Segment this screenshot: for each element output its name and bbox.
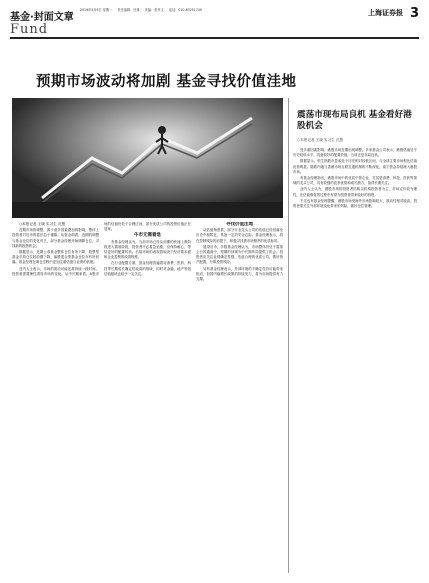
main-byline: ○本报记者 王晓 实习生 沈慧: [19, 222, 66, 226]
main-paragraph: 业内人士表示，市场的波动可能还将持续一段时间，投资者需要理性看待市场的变化。从中长期来看，A股市场的估值仍处于合理区间，部分优质公司的投资价值正在显现。: [12, 222, 191, 276]
page-header: [10, 6, 419, 36]
section-title: 基金·封面文章: [10, 12, 74, 23]
main-subhead: 寻找价值洼地: [226, 222, 253, 227]
side-paragraph: 受多重因素影响，港股市场近期出现调整。多家基金公司表示，港股估值处于历史较低水平，具备较好的配置价值，当前正是布局良机。: [293, 148, 417, 158]
issue-designer: 美编：张孝文: [144, 8, 164, 12]
header-rule: [10, 37, 419, 39]
main-paragraph: 从估值角度看，部分行业龙头公司的估值已经回落至历史中枢附近，具备一定的安全边际。基金经理表示，将在控制风险的前提下，积极寻找被市场错杀的优质标的。: [196, 228, 283, 243]
main-paragraph: 展望后市，多数基金经理认为，市场整体仍处于震荡上行的通道中，短期的回调为中长期布局提供了机会。投资者应关注业绩确定性强、估值合理的优质公司，做好资产配置，分散投资风险。: [196, 244, 283, 265]
side-paragraph: 不过也有基金经理提醒，港股市场受海外市场影响较大，波动性相对较高，投资者需关注外部环境变化带来的风险，做好仓位管理。: [293, 198, 417, 209]
side-paragraph: 数据显示，恒生指数市盈率处于历史相对较低区间，与全球主要市场相比估值优势明显。随着内地与香港市场互联互通机制的不断深化，南下资金持续流入港股市场。: [293, 159, 417, 174]
main-paragraph: 有基金经理认为，当前市场已经从前期的快速上涨阶段进入震荡阶段，投资者不必着急追涨，应保持耐心，等待更好的配置时机。后续市场的表现将取决于经济基本面和企业盈利的改善程度。: [104, 239, 191, 260]
issue-editor: 责任编辑：杜姝: [117, 8, 140, 12]
main-paragraph: 另有基金经理表示，外部环境的不确定性仍可能带来扰动，但国内稳增长政策的持续发力，将为市场提供有力支撑。: [196, 266, 283, 282]
column-divider: [288, 98, 289, 573]
side-article-body: [293, 148, 417, 574]
main-paragraph: 在行业配置方面，基金经理普遍看好消费、医药、科技等长期成长确定性较高的领域，同时对金融、地产等低估值板块也给予一定关注。: [104, 261, 191, 276]
main-subhead: 牛市无需着急: [134, 233, 161, 239]
main-headline: 预期市场波动将加剧 基金寻找价值洼地: [36, 74, 297, 90]
issue-phone: 电话：010-83251749: [168, 8, 202, 12]
page-number: 3: [409, 6, 419, 21]
side-paragraph: 有基金经理指出，港股市场中的优质中资企业，尤其是消费、科技、医药等领域的龙头公司，具有较强的竞争优势和成长潜力，值得长期关注。: [293, 176, 417, 186]
article-illustration: [12, 98, 283, 218]
main-paragraph: 近期市场的调整，源于诸多因素叠加的影响，整体上投资者对后市的看法趋于谨慎。从资金面看，近期的调整与基金仓位的变化有关，部分基金经理开始调降仓位，寻找新的投资机会。: [12, 228, 99, 248]
issue-date: 2019年5月6日 星期一: [80, 8, 113, 12]
issue-meta: [80, 8, 350, 13]
side-byline: ○本报记者 王晓 实习生 沈慧: [297, 138, 344, 142]
side-headline: 震荡市现布局良机 基金看好港股机会: [297, 110, 412, 131]
main-paragraph: 数据显示，近期公募基金整体仓位有所下降，股票型基金平均仓位较前期下降，偏股混合型基金仓位亦有所回落。基金经理在调仓过程中更加注重估值与业绩的匹配。: [12, 250, 99, 265]
newspaper-name: 上海证券报: [368, 8, 403, 17]
section-title-en: Fund: [10, 22, 49, 37]
side-paragraph: 业内人士认为，港股市场的投资者结构以机构投资者为主，市场定价较为理性，在估值修复的过程中有望为投资者带来较好的回报。: [293, 187, 417, 197]
main-article-body: [12, 222, 283, 572]
